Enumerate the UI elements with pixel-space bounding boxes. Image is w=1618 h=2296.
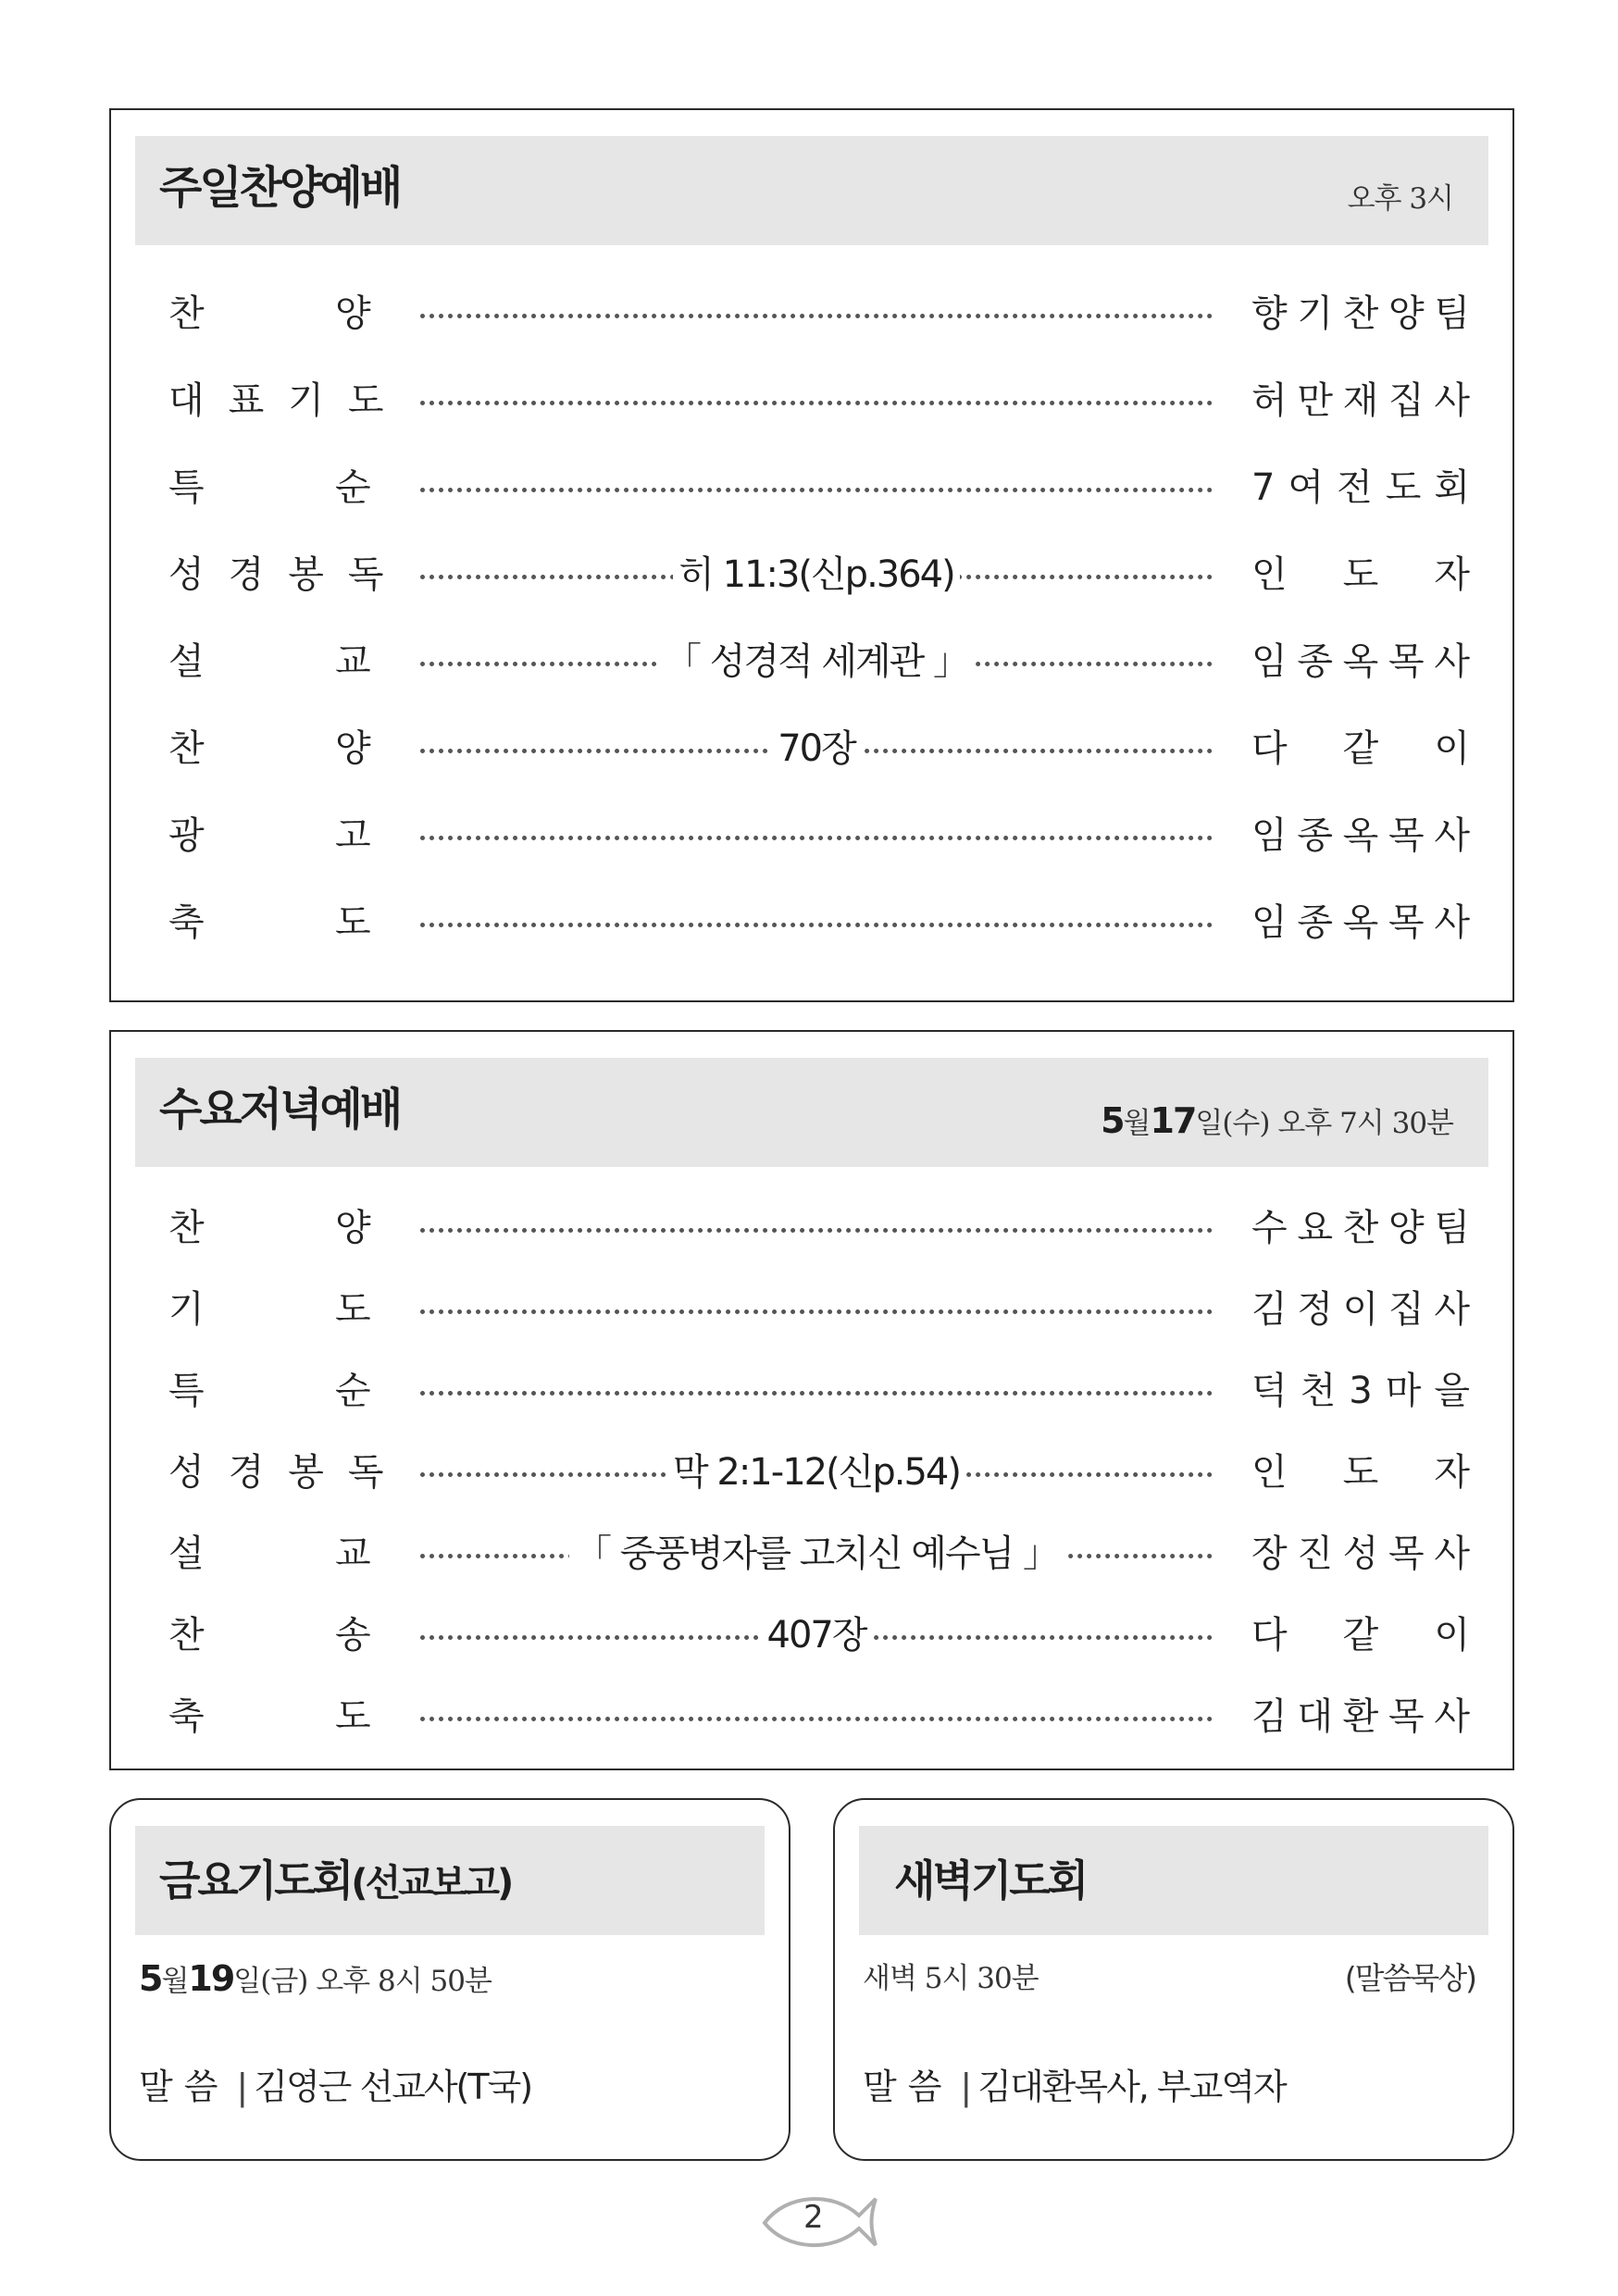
person-char: 임 — [1251, 901, 1288, 944]
order-item-label-end: 고 — [335, 814, 371, 857]
person-char: 김 — [1251, 1695, 1288, 1738]
person-char: 팀 — [1434, 292, 1470, 335]
person-char: 도 — [1342, 1451, 1379, 1494]
order-item-person — [1251, 377, 1470, 425]
date-rest: 일(금) 오후 8시 50분 — [233, 1965, 492, 1998]
person-char: 목 — [1388, 814, 1425, 857]
friday-prayer-speaker-line — [139, 2063, 531, 2111]
person-char: 재 — [1342, 379, 1379, 422]
person-char: 만 — [1297, 379, 1333, 422]
dawn-prayer-note: (말씀묵상) — [1344, 1960, 1475, 1996]
separator: | — [236, 2066, 247, 2107]
order-row — [111, 1280, 1512, 1339]
order-item-person — [1251, 1448, 1470, 1496]
person-char: 이 — [1434, 727, 1470, 770]
friday-title-suffix: (선교보고) — [351, 1862, 512, 1905]
person-char: 집 — [1388, 379, 1425, 422]
sunday-service-time: 오후 3시 — [1347, 182, 1453, 216]
order-row — [111, 1687, 1512, 1746]
order-item-label-start: 기 — [168, 1288, 205, 1331]
order-item-person — [1251, 638, 1470, 686]
order-item-label-end: 교 — [335, 1533, 371, 1575]
person-char: 향 — [1251, 292, 1288, 335]
order-item-person — [1251, 812, 1470, 860]
person-char: 종 — [1297, 640, 1333, 683]
person-char: 팀 — [1434, 1207, 1470, 1249]
person-char: 수 — [1251, 1207, 1288, 1249]
friday-prayer-title — [159, 1852, 511, 1912]
order-item-detail-wrap — [420, 549, 1213, 608]
person-char: 목 — [1388, 901, 1425, 944]
order-item-label-end: 양 — [335, 727, 371, 770]
person-char: 환 — [1342, 1695, 1379, 1738]
friday-prayer-header — [135, 1826, 765, 1935]
dawn-prayer-time: 새벽 5시 30분 — [863, 1962, 1039, 1995]
friday-speaker: 김영근 선교사(T국) — [254, 2066, 532, 2107]
person-char: 을 — [1434, 1370, 1470, 1412]
person-char: 목 — [1388, 1533, 1425, 1575]
person-char: 이 — [1434, 1614, 1470, 1657]
person-char: 7 — [1251, 466, 1276, 509]
dotted-leader — [420, 1717, 1213, 1721]
dotted-leader — [420, 836, 1213, 840]
dotted-leader — [420, 488, 1213, 492]
dawn-prayer-speaker-line — [863, 2063, 1286, 2111]
dotted-leader — [420, 923, 1213, 927]
person-char: 찬 — [1342, 1207, 1379, 1249]
person-char: 다 — [1251, 727, 1288, 770]
person-char: 사 — [1434, 1695, 1470, 1738]
dawn-prayer-card — [833, 1798, 1514, 2161]
person-char: 목 — [1388, 640, 1425, 683]
sunday-service-title: 주일찬양예배 — [159, 162, 401, 214]
order-row — [111, 371, 1512, 430]
dotted-leader — [420, 401, 1213, 405]
order-item-label-start: 설 — [168, 640, 205, 683]
order-item-label: 대표기도 — [168, 379, 408, 422]
person-char: 마 — [1385, 1370, 1422, 1412]
person-char: 성 — [1342, 1533, 1379, 1575]
order-item-label-start: 축 — [168, 1695, 205, 1738]
person-char: 이 — [1342, 1288, 1379, 1331]
dotted-leader — [420, 314, 1213, 318]
order-item-person — [1251, 290, 1470, 338]
order-row — [111, 458, 1512, 517]
person-char: 같 — [1342, 1614, 1379, 1657]
date-month: 5 — [1101, 1100, 1124, 1141]
person-char: 자 — [1434, 553, 1470, 596]
order-item-label: 성경봉독 — [168, 553, 408, 596]
order-item-person — [1251, 1204, 1470, 1252]
dawn-prayer-header — [859, 1826, 1488, 1935]
person-char: 찬 — [1342, 292, 1379, 335]
order-item-label-start: 특 — [168, 1370, 205, 1412]
friday-prayer-card — [109, 1798, 790, 2161]
person-char: 다 — [1251, 1614, 1288, 1657]
person-char: 김 — [1251, 1288, 1288, 1331]
person-char: 임 — [1251, 814, 1288, 857]
sunday-service-section — [109, 108, 1514, 1002]
order-item-label-end: 양 — [335, 1207, 371, 1249]
order-item-person — [1251, 899, 1470, 947]
order-item-label-end: 교 — [335, 640, 371, 683]
order-row — [111, 806, 1512, 865]
order-row — [111, 632, 1512, 691]
person-char: 여 — [1288, 466, 1325, 509]
person-char: 사 — [1434, 379, 1470, 422]
order-item-detail: 막 2:1-12(신p.54) — [667, 1451, 965, 1494]
order-row — [111, 1606, 1512, 1665]
friday-title-main: 금요기도회 — [159, 1855, 352, 1905]
person-char: 목 — [1388, 1695, 1425, 1738]
order-item-label-end: 송 — [335, 1614, 371, 1657]
person-char: 사 — [1434, 1288, 1470, 1331]
wednesday-service-datetime — [1101, 1100, 1453, 1144]
sunday-service-header — [135, 136, 1488, 245]
person-char: 진 — [1297, 1533, 1333, 1575]
date-day: 19 — [188, 1958, 234, 1999]
order-row — [111, 1361, 1512, 1421]
order-item-detail: 407장 — [762, 1614, 872, 1657]
order-item-label-end: 순 — [335, 466, 371, 509]
person-char: 천 — [1300, 1370, 1337, 1412]
person-char: 같 — [1342, 727, 1379, 770]
person-char: 인 — [1251, 1451, 1288, 1494]
dawn-prayer-title: 새벽기도회 — [894, 1855, 1087, 1905]
order-item-person — [1251, 725, 1470, 773]
order-item-label-start: 찬 — [168, 292, 205, 335]
date-month-unit: 월 — [1123, 1107, 1151, 1140]
person-char: 옥 — [1342, 814, 1379, 857]
word-label: 말씀 — [139, 2066, 230, 2107]
order-item-detail-wrap — [420, 636, 1213, 695]
order-row — [111, 284, 1512, 343]
person-char: 자 — [1434, 1451, 1470, 1494]
order-item-label-end: 도 — [335, 1288, 371, 1331]
order-item-detail-wrap — [420, 1446, 1213, 1506]
order-item-person — [1251, 464, 1470, 512]
person-char: 양 — [1388, 1207, 1425, 1249]
person-char: 양 — [1388, 292, 1425, 335]
person-char: 사 — [1434, 1533, 1470, 1575]
person-char: 허 — [1251, 379, 1288, 422]
friday-prayer-datetime — [139, 1957, 492, 2003]
order-item-person — [1251, 1285, 1470, 1334]
person-char: 3 — [1349, 1370, 1373, 1412]
order-row — [111, 893, 1512, 952]
dotted-leader — [420, 1391, 1213, 1396]
order-row — [111, 719, 1512, 778]
dawn-speaker: 김대환목사, 부교역자 — [977, 2066, 1286, 2107]
order-item-label-start: 찬 — [168, 1614, 205, 1657]
order-item-detail: 「 중풍병자를 고치신 예수님 」 — [569, 1533, 1064, 1575]
person-char: 정 — [1297, 1288, 1333, 1331]
person-char: 옥 — [1342, 901, 1379, 944]
person-char: 종 — [1297, 901, 1333, 944]
order-item-label-end: 도 — [335, 901, 371, 944]
order-item-label-end: 양 — [335, 292, 371, 335]
order-row — [111, 1524, 1512, 1583]
date-month-unit: 월 — [161, 1965, 189, 1998]
date-month: 5 — [139, 1958, 162, 1999]
order-item-person — [1251, 551, 1470, 599]
order-item-person — [1251, 1611, 1470, 1659]
person-char: 사 — [1434, 814, 1470, 857]
order-row — [111, 1198, 1512, 1258]
person-char: 종 — [1297, 814, 1333, 857]
order-item-label-start: 찬 — [168, 727, 205, 770]
wednesday-service-header — [135, 1058, 1488, 1167]
separator: | — [960, 2066, 971, 2107]
page-number-emblem — [759, 2188, 879, 2254]
order-item-detail-wrap — [420, 1528, 1213, 1587]
order-item-person — [1251, 1530, 1470, 1578]
person-char: 도 — [1385, 466, 1422, 509]
person-char: 대 — [1297, 1695, 1333, 1738]
order-item-detail: 「 성경적 세계관 」 — [659, 640, 974, 683]
order-row — [111, 1443, 1512, 1502]
person-char: 요 — [1297, 1207, 1333, 1249]
person-char: 옥 — [1342, 640, 1379, 683]
order-item-label-end: 순 — [335, 1370, 371, 1412]
order-item-label-start: 찬 — [168, 1207, 205, 1249]
order-item-label-start: 축 — [168, 901, 205, 944]
person-char: 사 — [1434, 901, 1470, 944]
person-char: 덕 — [1251, 1370, 1288, 1412]
order-item-detail: 히 11:3(신p.364) — [673, 553, 959, 596]
person-char: 회 — [1434, 466, 1470, 509]
person-char: 임 — [1251, 640, 1288, 683]
order-item-label-end: 도 — [335, 1695, 371, 1738]
order-item-label: 성경봉독 — [168, 1451, 408, 1494]
order-item-detail: 70장 — [772, 727, 861, 770]
date-day: 17 — [1150, 1100, 1196, 1141]
order-row — [111, 545, 1512, 604]
date-rest: 일(수) 오후 7시 30분 — [1195, 1107, 1453, 1140]
person-char: 도 — [1342, 553, 1379, 596]
wednesday-service-section — [109, 1030, 1514, 1770]
wednesday-service-title: 수요저녁예배 — [159, 1084, 401, 1136]
order-item-label-start: 특 — [168, 466, 205, 509]
order-item-detail-wrap — [420, 723, 1213, 782]
order-item-person — [1251, 1367, 1470, 1415]
order-item-label-start: 설 — [168, 1533, 205, 1575]
person-char: 전 — [1337, 466, 1373, 509]
order-item-person — [1251, 1693, 1470, 1741]
person-char: 인 — [1251, 553, 1288, 596]
page-number: 2 — [803, 2199, 824, 2236]
person-char: 기 — [1297, 292, 1333, 335]
order-item-label-start: 광 — [168, 814, 205, 857]
person-char: 사 — [1434, 640, 1470, 683]
dotted-leader — [420, 1309, 1213, 1314]
person-char: 집 — [1388, 1288, 1425, 1331]
person-char: 장 — [1251, 1533, 1288, 1575]
dotted-leader — [420, 1228, 1213, 1233]
word-label: 말씀 — [863, 2066, 953, 2107]
order-item-detail-wrap — [420, 1609, 1213, 1669]
